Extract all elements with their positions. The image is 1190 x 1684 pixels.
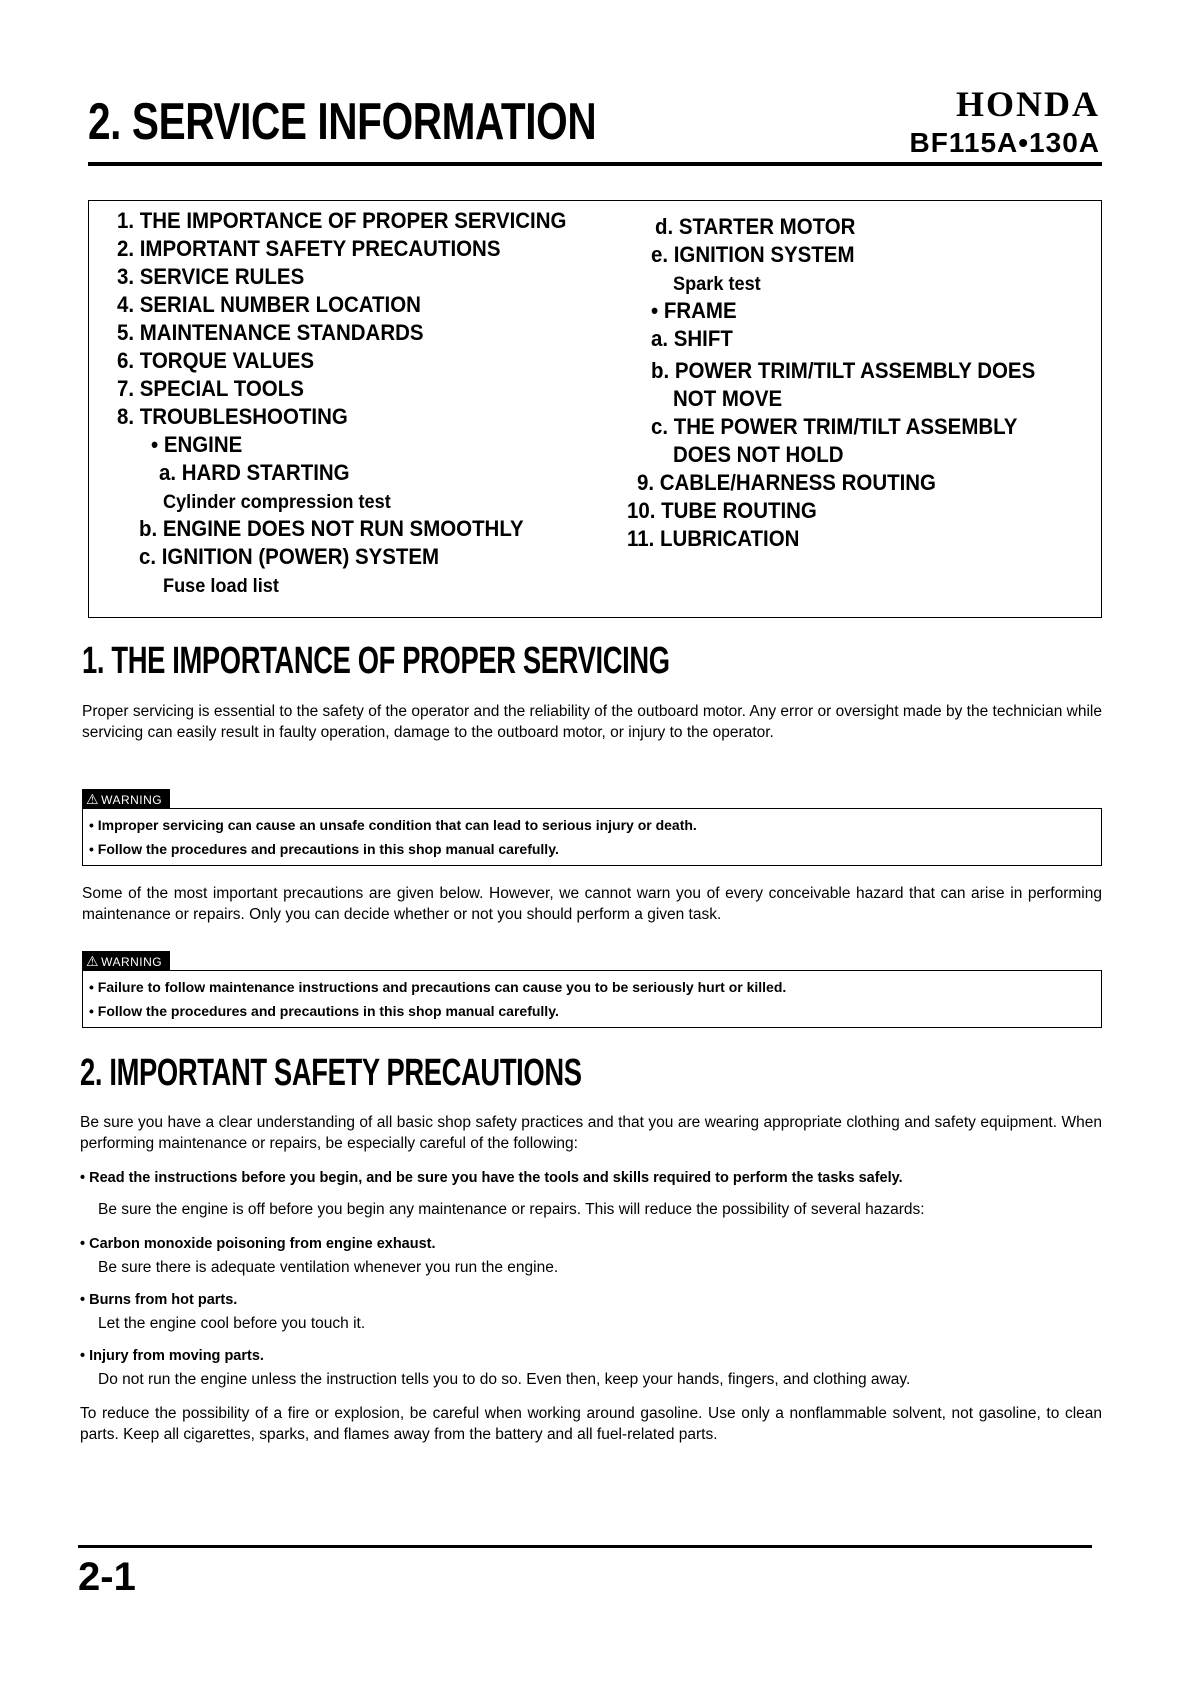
toc-item: 9. CABLE/HARNESS ROUTING [637, 470, 936, 495]
warning-line: • Failure to follow maintenance instructions and precautions can cause you to be seriously hurt or killed. [89, 979, 787, 995]
toc-item: 2. IMPORTANT SAFETY PRECAUTIONS [117, 236, 501, 261]
warning-triangle-icon: ⚠ [86, 953, 100, 969]
toc-item: • ENGINE [151, 432, 243, 457]
section-heading-importance: 1. THE IMPORTANCE OF PROPER SERVICING [82, 640, 670, 682]
toc-item: d. STARTER MOTOR [655, 214, 856, 239]
safety-bullet-heading: • Carbon monoxide poisoning from engine exhaust. [80, 1236, 436, 1252]
toc-item: 7. SPECIAL TOOLS [117, 376, 304, 401]
honda-logo: HONDA [956, 84, 1100, 124]
toc-item: 1. THE IMPORTANCE OF PROPER SERVICING [117, 208, 567, 233]
toc-item: 6. TORQUE VALUES [117, 348, 315, 373]
toc-item: DOES NOT HOLD [673, 442, 844, 467]
paragraph-precautions: Some of the most important precautions are given below. However, we cannot warn you of every conceivable hazard that can arise in performing maintenance or repairs. Only you can decide whether or not you should perform a given task. [82, 885, 1102, 923]
toc-item: 10. TUBE ROUTING [627, 498, 817, 523]
paragraph-safety-intro: Be sure you have a clear understanding of all basic shop safety practices and that you are wearing appropriate clothing and safety equipment. When performing maintenance or repairs, be especially careful of the following: [80, 1114, 1102, 1152]
toc-item: a. SHIFT [651, 326, 733, 351]
safety-bullet-text: Be sure the engine is off before you begin any maintenance or repairs. This will reduce the possibility of several hazards: [98, 1201, 925, 1218]
toc-item: b. ENGINE DOES NOT RUN SMOOTHLY [139, 516, 524, 541]
safety-bullet-text: Be sure there is adequate ventilation whenever you run the engine. [98, 1259, 559, 1276]
toc-item: 8. TROUBLESHOOTING [117, 404, 348, 429]
warning-label [82, 951, 170, 971]
header-rule [88, 162, 1102, 166]
toc-item: • FRAME [651, 298, 737, 323]
paragraph-fire-hazard: To reduce the possibility of a fire or explosion, be careful when working around gasoline. Use only a nonflammable solvent, not gasoline, to clean parts. Keep all cigarettes, sparks, and flames away from the battery and all fuel-related parts. [80, 1405, 1102, 1443]
toc-subitem: Cylinder compression test [163, 491, 391, 513]
toc-item: e. IGNITION SYSTEM [651, 242, 855, 267]
toc-item: b. POWER TRIM/TILT ASSEMBLY DOES [651, 358, 1036, 383]
toc-item: c. IGNITION (POWER) SYSTEM [139, 544, 440, 569]
warning-line: • Follow the procedures and precautions in this shop manual carefully. [89, 1003, 559, 1019]
section-heading-safety: 2. IMPORTANT SAFETY PRECAUTIONS [80, 1052, 582, 1094]
toc-subitem: Fuse load list [163, 575, 279, 597]
warning-label-text: WARNING [101, 955, 163, 969]
warning-label-text: WARNING [101, 793, 163, 807]
safety-bullet-text: Do not run the engine unless the instruction tells you to do so. Even then, keep your hands, fingers, and clothing away. [98, 1371, 911, 1388]
warning-box [82, 970, 1102, 1028]
page-number: 2-1 [78, 1555, 136, 1599]
warning-line: • Improper servicing can cause an unsafe condition that can lead to serious injury or death. [89, 817, 697, 833]
safety-bullet-heading: • Injury from moving parts. [80, 1348, 264, 1364]
warning-box [82, 808, 1102, 866]
toc-item: 3. SERVICE RULES [117, 264, 305, 289]
toc-item: c. THE POWER TRIM/TILT ASSEMBLY [651, 414, 1018, 439]
toc-item: 11. LUBRICATION [627, 526, 800, 551]
model-code: BF115A•130A [909, 127, 1100, 158]
paragraph-importance: Proper servicing is essential to the safety of the operator and the reliability of the outboard motor. Any error or oversight made by the technician while servicing can easily result in faulty operation, damage to the outboard motor, or injury to the operator. [82, 703, 1102, 741]
toc-subitem: Spark test [673, 273, 761, 295]
safety-bullet-heading: • Burns from hot parts. [80, 1292, 238, 1308]
contents-box [88, 200, 1102, 618]
toc-item: NOT MOVE [673, 386, 783, 411]
warning-label [82, 789, 170, 809]
toc-item: 4. SERIAL NUMBER LOCATION [117, 292, 421, 317]
warning-line: • Follow the procedures and precautions in this shop manual carefully. [89, 841, 559, 857]
footer-rule [78, 1545, 1092, 1548]
warning-triangle-icon: ⚠ [86, 791, 100, 807]
safety-bullet-text: Let the engine cool before you touch it. [98, 1315, 366, 1332]
toc-item: 5. MAINTENANCE STANDARDS [117, 320, 424, 345]
toc-item: a. HARD STARTING [159, 460, 350, 485]
safety-bullet-heading: • Read the instructions before you begin, and be sure you have the tools and skills required to perform the tasks safely. [80, 1170, 903, 1186]
page-title: 2. SERVICE INFORMATION [88, 93, 597, 151]
